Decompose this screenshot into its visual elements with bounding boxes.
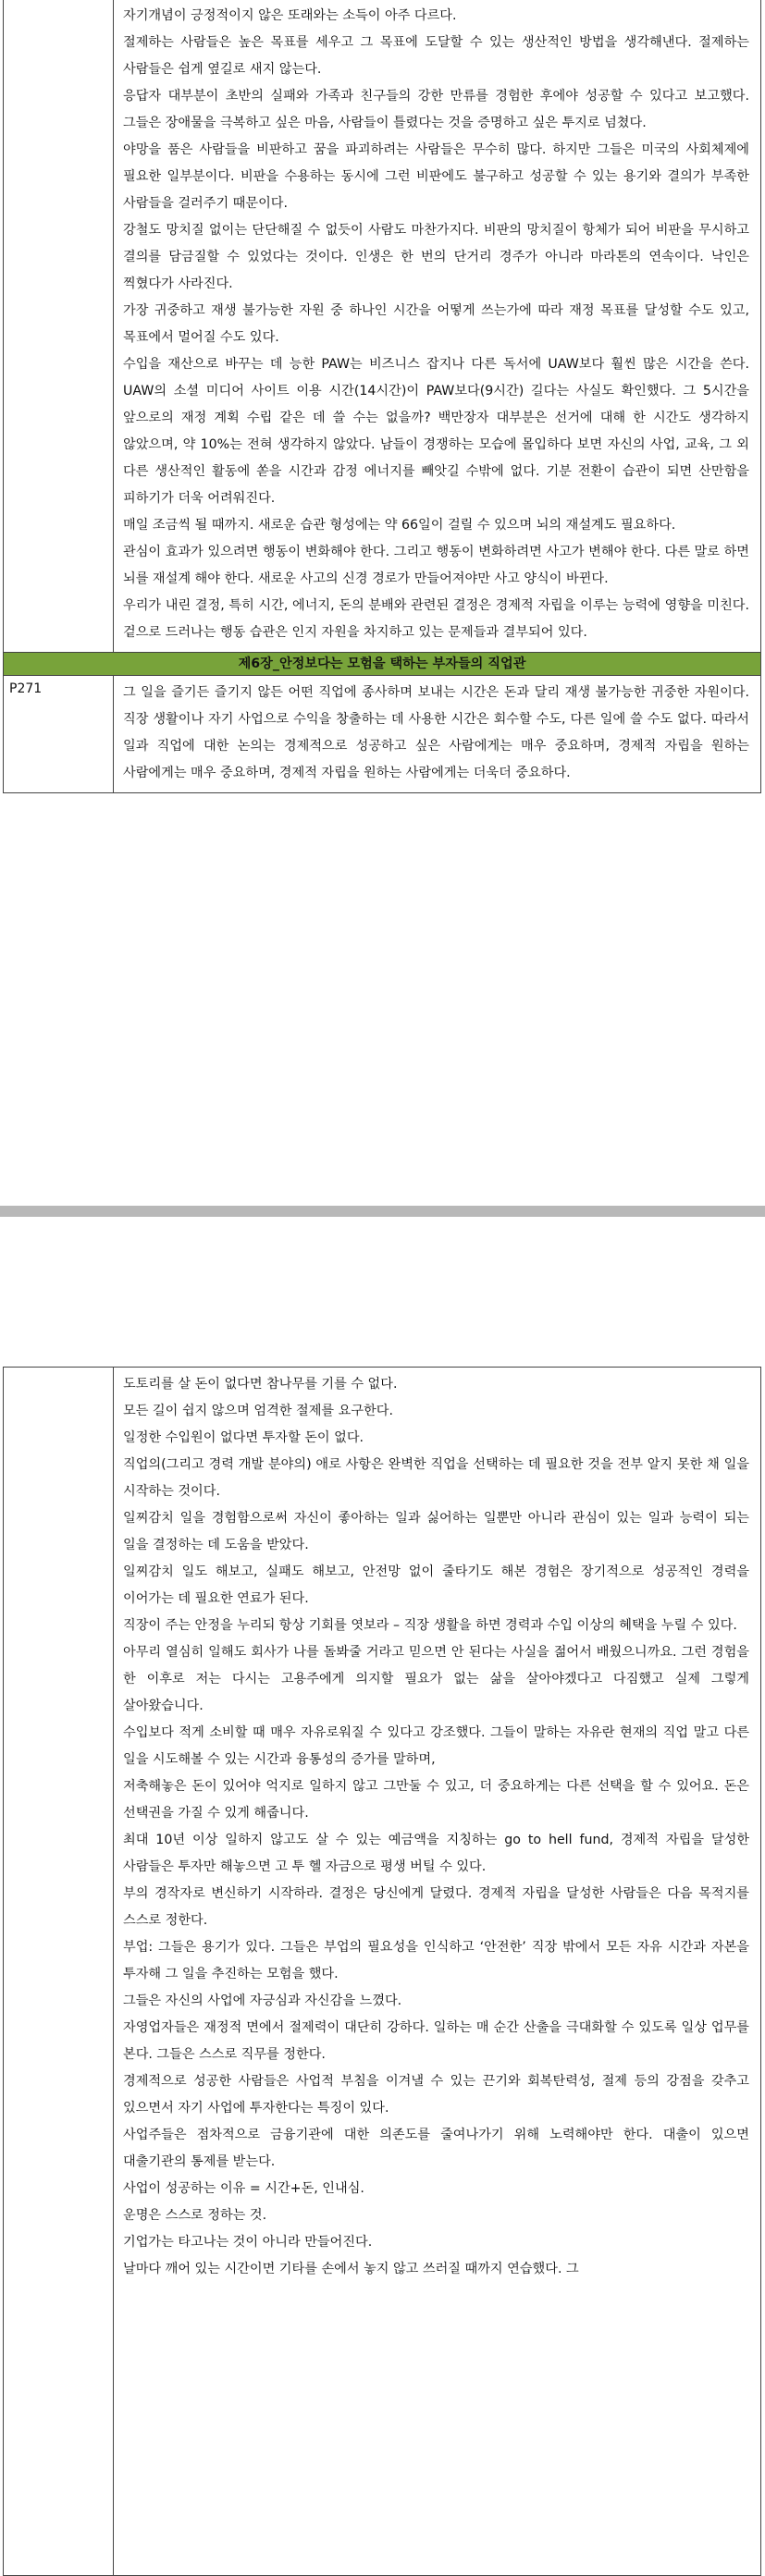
paragraph: 아무리 열심히 일해도 회사가 나를 돌봐줄 거라고 믿으면 안 된다는 사실을 젊어서 배웠으니까요. 그런 경험을 한 이후로 저는 다시는 고용주에게 의지할 필요가 없는 삶을 살아야겠다고 다짐했고 실제 그렇게 살아왔습니다.: [123, 1645, 749, 1713]
paragraph: 운명은 스스로 정하는 것.: [123, 2208, 267, 2223]
row-content: [114, 676, 761, 793]
paragraph: 관심이 효과가 있으려면 행동이 변화해야 한다. 그리고 행동이 변화하려면 사고가 변해야 한다. 다른 말로 하면 뇌를 재설계 해야 한다. 새로운 사고의 신경 경로가 만들어져야만 사고 양식이 바뀐다.: [123, 545, 749, 586]
row-label-empty: [4, 1368, 114, 2576]
table-row: [4, 1368, 761, 2576]
paragraph: 야망을 품은 사람들을 비판하고 꿈을 파괴하려는 사람들은 무수히 많다. 하지만 그들은 미국의 사회체제에 필요한 일부분이다. 비판을 수용하는 동시에 그런 비판에도 불구하고 성공할 수 있는 용기와 결의가 부족한 사람들을 걸러주기 때문이다.: [123, 142, 749, 211]
paragraph: 일찌감치 일도 해보고, 실패도 해보고, 안전망 없이 줄타기도 해본 경험은 장기적으로 성공적인 경력을 이어가는 데 필요한 연료가 된다.: [123, 1564, 749, 1606]
upper-page: [0, 0, 765, 793]
table-row: [4, 676, 761, 793]
row-label-empty: [4, 0, 114, 653]
paragraph: 수입보다 적게 소비할 때 매우 자유로워질 수 있다고 강조했다. 그들이 말하는 자유란 현재의 직업 말고 다른 일을 시도해볼 수 있는 시간과 융통성의 증가를 말하며,: [123, 1725, 749, 1767]
paragraph: 직장이 주는 안정을 누리되 항상 기회를 엿보라 – 직장 생활을 하면 경력과 수입 이상의 혜택을 누릴 수 있다.: [123, 1618, 737, 1633]
paragraph: 수입을 재산으로 바꾸는 데 능한 PAW는 비즈니스 잡지나 다른 독서에 UAW보다 훨씬 많은 시간을 쓴다. UAW의 소셜 미디어 사이트 이용 시간(14시간)이 PAW보다(9시간) 길다는 사실도 확인했다. 그 5시간을 앞으로의 재정 계획 수립 같은 데 쓸 수는 없을까? 백만장자 대부분은 선거에 대해 한 시간도 생각하지 않았으며, 약 10%는 전혀 생각하지 않았다. 남들이 경쟁하는 모습에 몰입하다 보면 자신의 사업, 교육, 그 외 다른 생산적인 활동에 쏟을 시간과 감정 에너지를 빼앗길 수밖에 없다. 기분 전환이 습관이 되면 산만함을 피하기가 더욱 어려워진다.: [123, 357, 749, 506]
paragraph: 그 일을 즐기든 즐기지 않든 어떤 직업에 종사하며 보내는 시간은 돈과 달리 재생 불가능한 귀중한 자원이다. 직장 생활이나 자기 사업으로 수익을 창출하는 데 사용한 시간은 회수할 수도, 다른 일에 쓸 수도 없다. 따라서 일과 직업에 대한 논의는 경제적으로 성공하고 싶은 사람에게는 매우 중요하며, 경제적 자립을 원하는 사람에게는 매우 중요하며, 경제적 자립을 원하는 사람에게는 더욱더 중요하다.: [123, 685, 749, 780]
paragraph: 사업이 성공하는 이유 = 시간+돈, 인내심.: [123, 2181, 364, 2196]
row-content: [114, 1368, 761, 2576]
row-content: [114, 0, 761, 653]
paragraph: 자기개념이 긍정적이지 않은 또래와는 소득이 아주 다르다.: [123, 8, 457, 23]
paragraph: 우리가 내린 결정, 특히 시간, 에너지, 돈의 분배와 관련된 결정은 경제적 자립을 이루는 능력에 영향을 미친다. 겉으로 드러나는 행동 습관은 인지 자원을 차지하고 있는 문제들과 결부되어 있다.: [123, 598, 749, 640]
paragraph: 기업가는 타고나는 것이 아니라 만들어진다.: [123, 2235, 373, 2250]
paragraph: 경제적으로 성공한 사람들은 사업적 부침을 이겨낼 수 있는 끈기와 회복탄력성, 절제 등의 강점을 갖추고 있으면서 자기 사업에 투자한다는 특징이 있다.: [123, 2074, 749, 2116]
paragraph: 일정한 수입원이 없다면 투자할 돈이 없다.: [123, 1430, 364, 1445]
paragraph: 그들은 자신의 사업에 자긍심과 자신감을 느꼈다.: [123, 1993, 402, 2008]
notes-table-top: [3, 0, 761, 793]
paragraph: 절제하는 사람들은 높은 목표를 세우고 그 목표에 도달할 수 있는 생산적인 방법을 생각해낸다. 절제하는 사람들은 쉽게 옆길로 새지 않는다.: [123, 35, 749, 77]
paragraph: 도토리를 살 돈이 없다면 참나무를 기를 수 없다.: [123, 1377, 398, 1392]
paragraph: 모든 길이 쉽지 않으며 엄격한 절제를 요구한다.: [123, 1404, 393, 1418]
page-label: P271: [4, 676, 114, 793]
lower-page: [0, 1367, 765, 2576]
paragraph: 사업주들은 점차적으로 금융기관에 대한 의존도를 줄여나가기 위해 노력해야만 한다. 대출이 있으면 대출기관의 통제를 받는다.: [123, 2128, 749, 2169]
page-divider: [0, 1206, 765, 1217]
paragraph: 부업: 그들은 용기가 있다. 그들은 부업의 필요성을 인식하고 ‘안전한’ 직장 밖에서 모든 자유 시간과 자본을 투자해 그 일을 추진하는 모험을 했다.: [123, 1940, 749, 1981]
chapter-header-row: [4, 653, 761, 676]
table-row: [4, 0, 761, 653]
paragraph: 부의 경작자로 변신하기 시작하라. 결정은 당신에게 달렸다. 경제적 자립을 달성한 사람들은 다음 목적지를 스스로 정한다.: [123, 1886, 749, 1928]
paragraph: 자영업자들은 재정적 면에서 절제력이 대단히 강하다. 일하는 매 순간 산출을 극대화할 수 있도록 일상 업무를 본다. 그들은 스스로 직무를 정한다.: [123, 2020, 749, 2062]
chapter-title: 제6장_안정보다는 모험을 택하는 부자들의 직업관: [4, 653, 761, 676]
paragraph: 날마다 깨어 있는 시간이면 기타를 손에서 놓지 않고 쓰러질 때까지 연습했다. 그: [123, 2262, 579, 2276]
paragraph: 최대 10년 이상 일하지 않고도 살 수 있는 예금액을 지칭하는 go to hell fund, 경제적 자립을 달성한 사람들은 투자만 해놓으면 고 투 헬 자금으로 평생 버틸 수 있다.: [123, 1833, 749, 1874]
paragraph: 저축해놓은 돈이 있어야 억지로 일하지 않고 그만둘 수 있고, 더 중요하게는 다른 선택을 할 수 있어요. 돈은 선택권을 가질 수 있게 해줍니다.: [123, 1779, 749, 1821]
notes-table-bottom: [3, 1367, 761, 2576]
paragraph: 응답자 대부분이 초반의 실패와 가족과 친구들의 강한 만류를 경험한 후에야 성공할 수 있다고 보고했다. 그들은 장애물을 극복하고 싶은 마음, 사람들이 틀렸다는 것을 증명하고 싶은 투지로 넘쳤다.: [123, 89, 749, 130]
paragraph: 매일 조금씩 될 때까지. 새로운 습관 형성에는 약 66일이 걸릴 수 있으며 뇌의 재설계도 필요하다.: [123, 518, 676, 533]
paragraph: 직업의(그리고 경력 개발 분야의) 애로 사항은 완벽한 직업을 선택하는 데 필요한 것을 전부 알지 못한 채 일을 시작하는 것이다.: [123, 1457, 749, 1499]
paragraph: 강철도 망치질 없이는 단단해질 수 없듯이 사람도 마찬가지다. 비판의 망치질이 항체가 되어 비판을 무시하고 결의를 담금질할 수 있었다는 것이다. 인생은 한 번의 단거리 경주가 아니라 마라톤의 연속이다. 낙인은 찍혔다가 사라진다.: [123, 223, 749, 291]
paragraph: 가장 귀중하고 재생 불가능한 자원 중 하나인 시간을 어떻게 쓰는가에 따라 재정 목표를 달성할 수도 있고, 목표에서 멀어질 수도 있다.: [123, 303, 749, 345]
paragraph: 일찌감치 일을 경험함으로써 자신이 좋아하는 일과 싫어하는 일뿐만 아니라 관심이 있는 일과 능력이 되는 일을 결정하는 데 도움을 받았다.: [123, 1511, 749, 1552]
